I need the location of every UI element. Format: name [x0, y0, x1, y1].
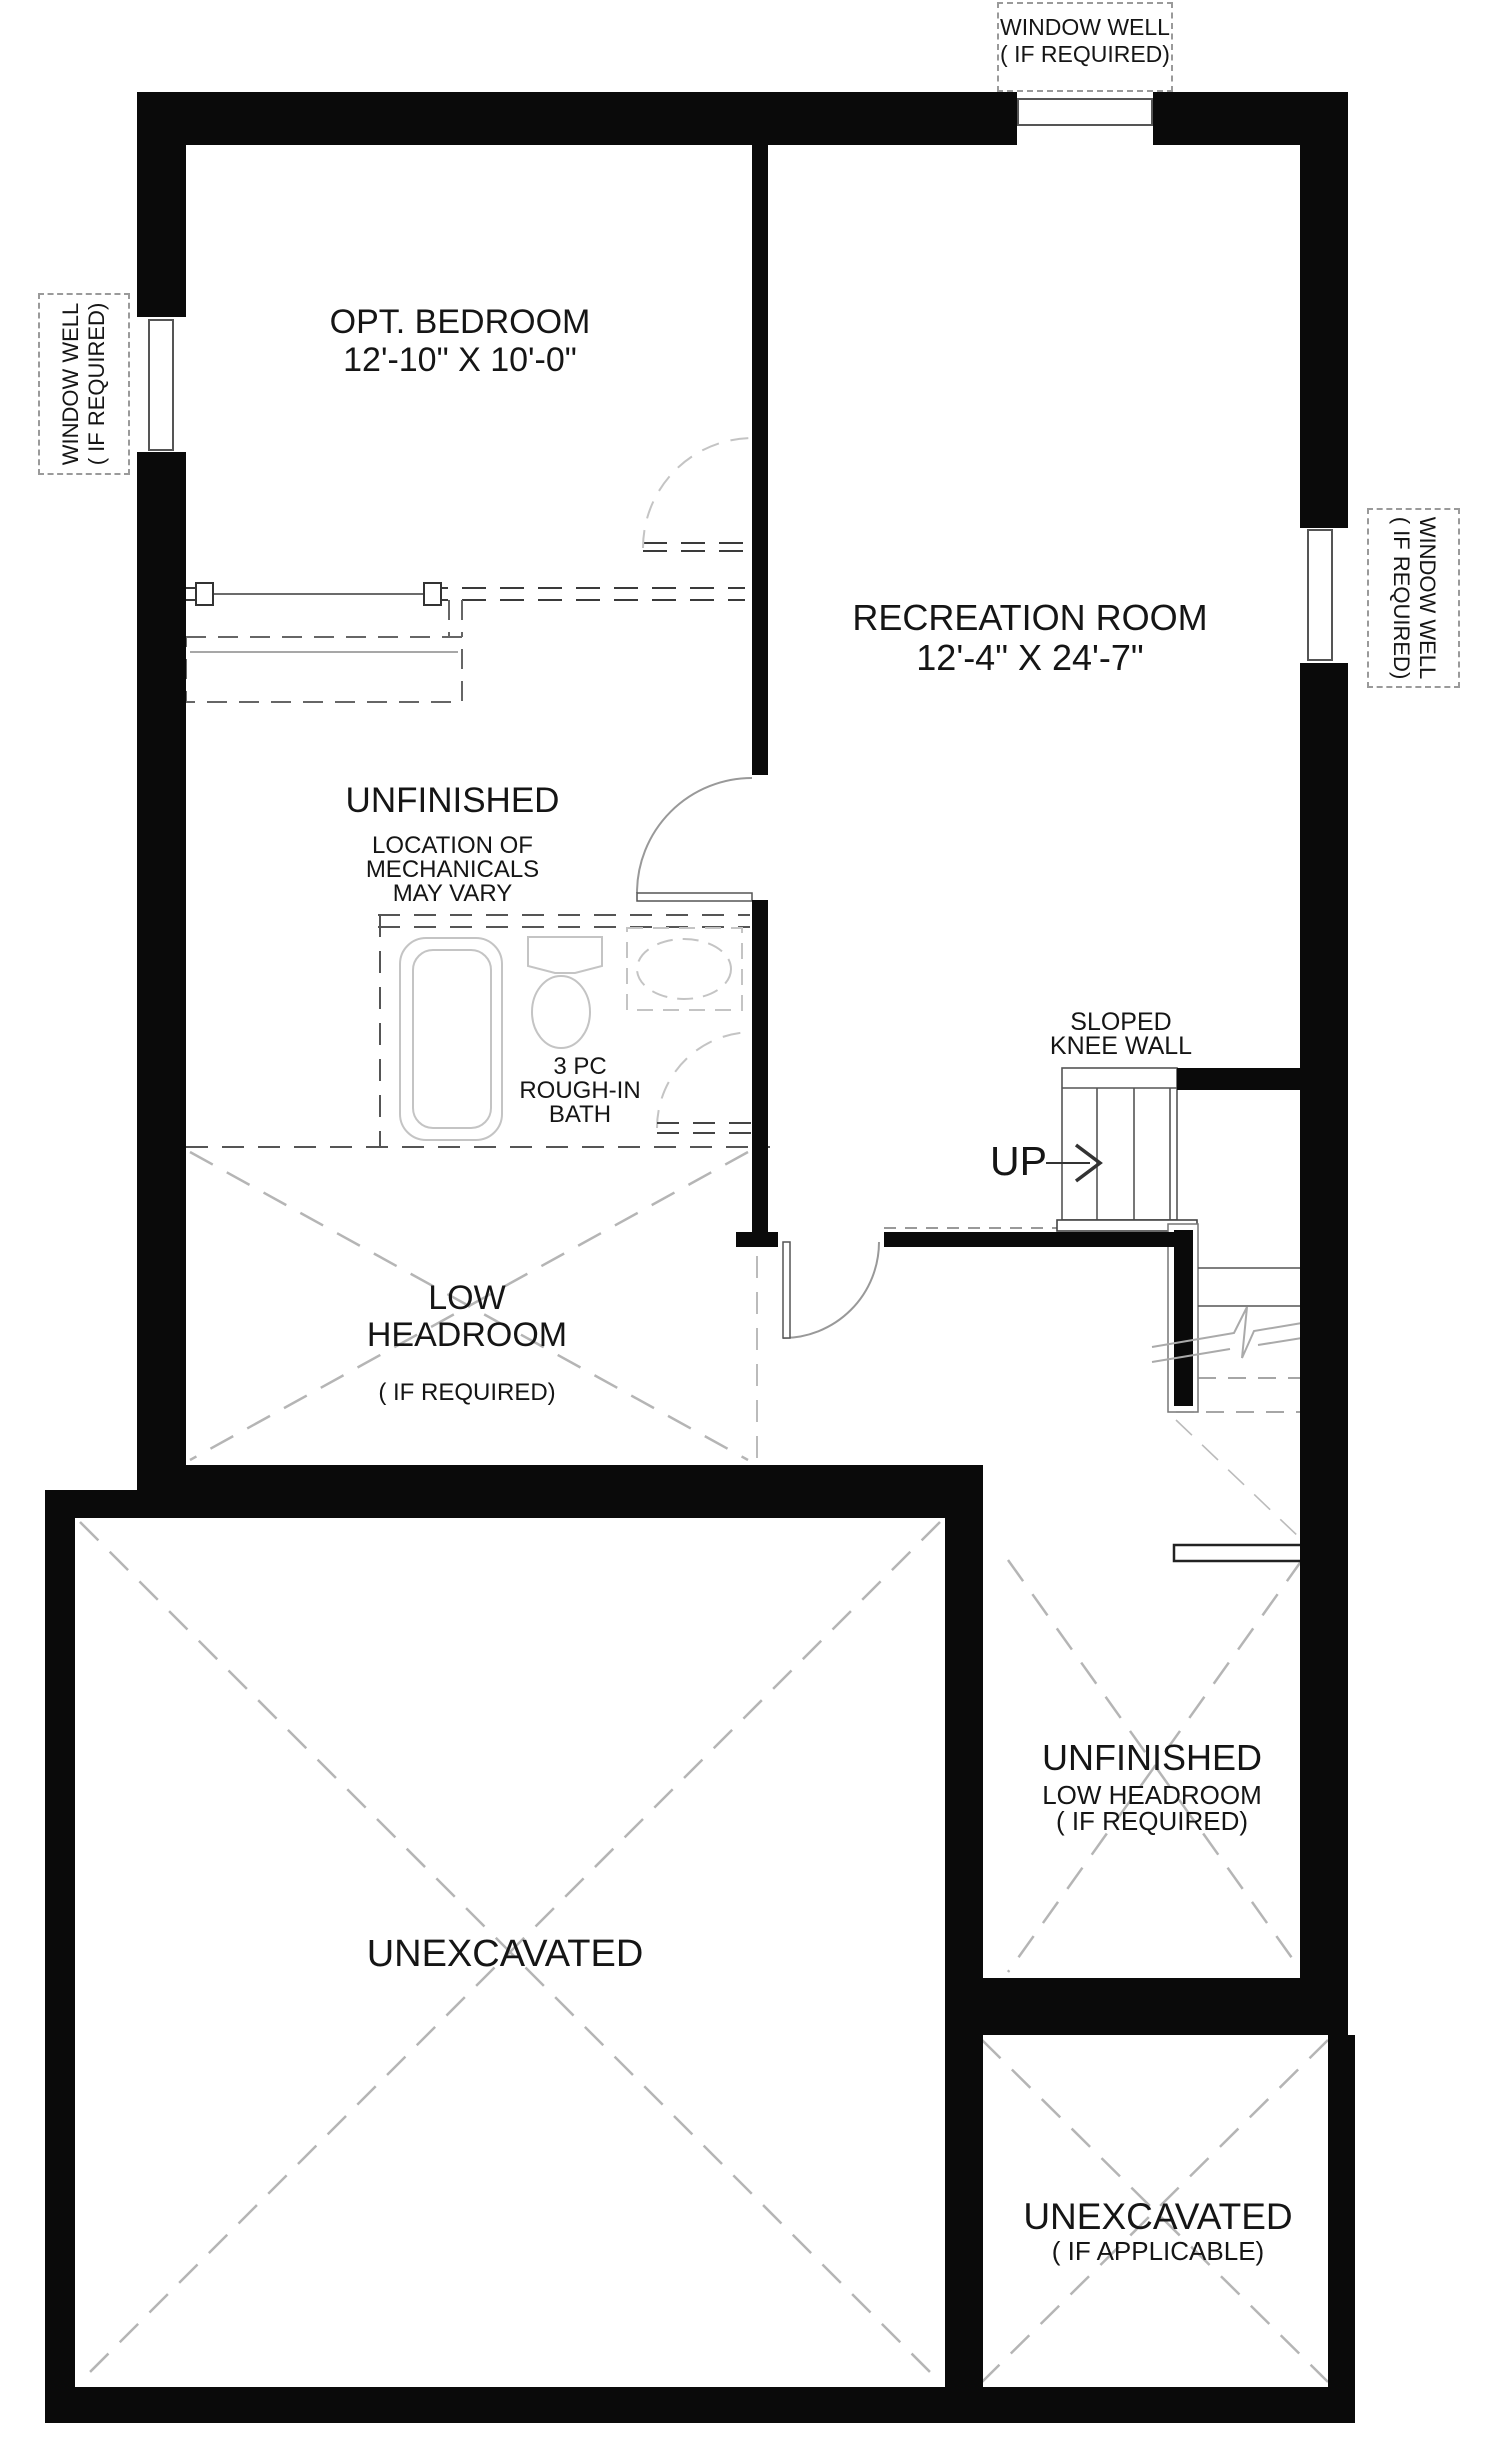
- wall-unexcavated-right: [945, 1465, 983, 2423]
- bathtub: [400, 938, 502, 1140]
- window-well-left-label: WINDOW WELL ( IF REQUIRED): [58, 302, 109, 466]
- wall-left-upper: [137, 92, 186, 317]
- opt-bedroom-label: [300, 303, 620, 379]
- wall-bottom: [45, 2387, 1355, 2423]
- low-headroom-label: LOW HEADROOM: [366, 1279, 568, 1354]
- bottom-door: [783, 1242, 879, 1338]
- bath-door-swing: [657, 1032, 763, 1133]
- room-name: OPT. BEDROOM: [329, 303, 591, 341]
- wall-small-unexcavated-right: [1328, 2035, 1355, 2387]
- sloped-knee-wall-label: SLOPED KNEE WALL: [1049, 1008, 1193, 1060]
- up-label: UP: [990, 1138, 1047, 1184]
- unexcavated-main-label: UNEXCAVATED: [366, 1933, 644, 1975]
- window-right: [1307, 529, 1333, 661]
- wall-left-lower: [137, 452, 186, 1518]
- room-name: RECREATION ROOM: [852, 597, 1208, 638]
- sloped-knee-wall: [1177, 1068, 1300, 1090]
- wall-center-upper: [752, 92, 768, 775]
- recreation-room-label: [840, 598, 1220, 678]
- bedroom-door-swing: [643, 438, 753, 548]
- unfinished-right-label: UNFINISHED LOW HEADROOM ( IF REQUIRED): [1041, 1737, 1262, 1836]
- low-headroom-note: ( IF REQUIRED): [378, 1379, 556, 1406]
- wall-unexcavated-left: [45, 1490, 75, 2423]
- window-top: [1017, 98, 1153, 126]
- wall-unexcavated-top: [186, 1465, 965, 1518]
- wall-right-lower: [1300, 663, 1348, 2035]
- window-well-top-label: WINDOW WELL ( IF REQUIRED): [1000, 14, 1170, 67]
- center-door: [637, 778, 752, 901]
- wall-right-upper: [1300, 92, 1348, 528]
- wall-bottom-mid: [884, 1232, 1174, 1247]
- stairs-upper: [1062, 1068, 1177, 1220]
- area-separation-dashes: [757, 1228, 1170, 1460]
- window-well-left: [38, 293, 130, 475]
- wall-center-lower: [752, 900, 768, 1232]
- mechanicals-note: LOCATION OF MECHANICALS MAY VARY: [365, 832, 540, 907]
- window-well-right: [1367, 508, 1460, 688]
- sink-vanity: [528, 937, 602, 973]
- unexcavated-small-label: UNEXCAVATED ( IF APPLICABLE): [1023, 2196, 1293, 2266]
- wall-bottom-door-stub: [736, 1232, 778, 1247]
- room-dims: 12'-4" X 24'-7": [916, 637, 1144, 678]
- wall-unfinished-bottom: [983, 1978, 1307, 2035]
- wall-unexcavated-top-connector: [45, 1490, 190, 1518]
- window-well-top: [997, 2, 1173, 92]
- bath-label: 3 PC ROUGH-IN BATH: [519, 1053, 641, 1128]
- room-dims: 12'-10" X 10'-0": [343, 341, 577, 379]
- shower: [627, 928, 742, 1010]
- window-well-right-label: WINDOW WELL ( IF REQUIRED): [1388, 516, 1440, 680]
- unfinished-left-label: UNFINISHED: [345, 781, 560, 820]
- bath-area-boundary: [186, 915, 770, 1147]
- wall-top-left-segment: [137, 92, 1017, 145]
- window-left: [148, 319, 174, 451]
- optional-bedroom-walls: [186, 543, 753, 702]
- stair-lower-wall: [1168, 1224, 1198, 1412]
- toilet: [532, 976, 590, 1048]
